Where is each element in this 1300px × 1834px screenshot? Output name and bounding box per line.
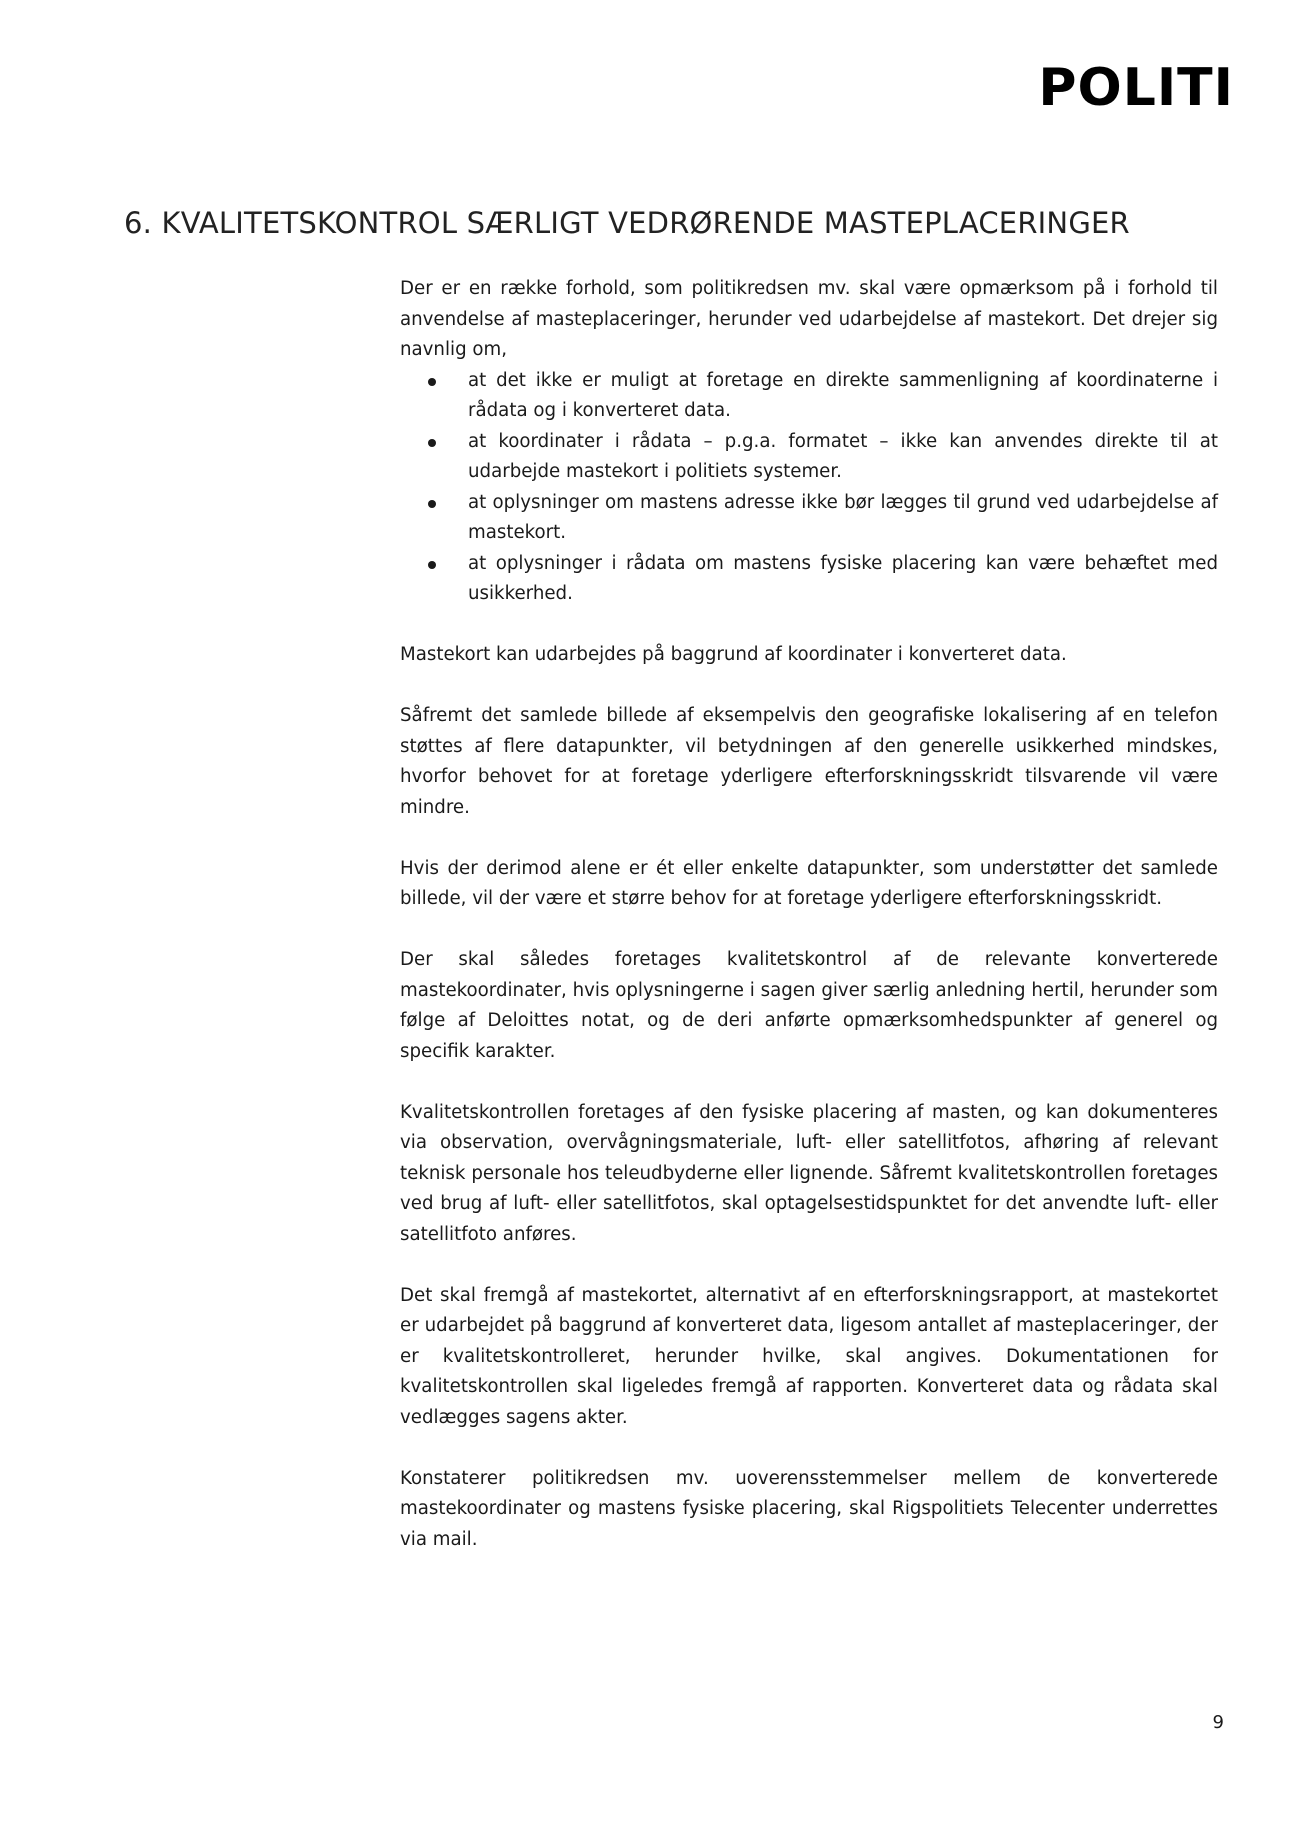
paragraph-kvalitetskontrol: Der skal således foretages kvalitetskontrol af de relevante konverterede mastekoordinater, hvis oplysningerne i sagen giver særlig anledning hertil, herunder som følge af Deloittes notat, og de deri anførte opmærksomhedspunkter af generel og specifik karakter.	[400, 949, 1218, 1062]
bullet-text: at oplysninger om mastens adresse ikke bør lægges til grund ved udarbejdelse af mastekort.	[468, 491, 1218, 543]
bullet-item	[468, 488, 1218, 549]
bullet-icon	[428, 500, 436, 508]
bullet-icon	[428, 561, 436, 569]
politi-logo: POLITI	[1038, 58, 1234, 118]
intro-paragraph: Der er en række forhold, som politikredsen mv. skal være opmærksom på i forhold til anvendelse af masteplaceringer, herunder ved udarbejdelse af mastekort. Det drejer sig navnlig om,	[400, 278, 1218, 360]
paragraph-mastekort: Mastekort kan udarbejdes på baggrund af koordinater i konverteret data.	[400, 644, 1067, 665]
bullet-text: at koordinater i rådata – p.g.a. formatet – ikke kan anvendes direkte til at udarbejde mastekort i politiets systemer.	[468, 430, 1218, 482]
bullet-item	[468, 549, 1218, 610]
bullet-text: at oplysninger i rådata om mastens fysiske placering kan være behæftet med usikkerhed.	[468, 552, 1218, 604]
paragraph-datapunkter: Såfremt det samlede billede af eksempelvis den geografiske lokalisering af en telefon støttes af flere datapunkter, vil betydningen af den generelle usikkerhed mindskes, hvorfor behovet for at foretage yderligere efterforskningsskridt tilsvarende vil være mindre.	[400, 705, 1218, 818]
section-heading: 6. KVALITETSKONTROL SÆRLIGT VEDRØRENDE MASTEPLACERINGER	[124, 206, 1130, 240]
paragraph-enkelte-datapunkter: Hvis der derimod alene er ét eller enkelte datapunkter, som understøtter det samlede billede, vil der være et større behov for at foretage yderligere efterforskningsskridt.	[400, 857, 1218, 909]
paragraph-efterforskningsrapport: Det skal fremgå af mastekortet, alternativt af en efterforskningsrapport, at mastekortet er udarbejdet på baggrund af konverteret data, ligesom antallet af masteplaceringer, der er kvalitetskontrolleret, herunder hvilke, skal angives. Dokumentationen for kvalitetskontrollen skal ligeledes fremgå af rapporten. Konverteret data og rådata skal vedlægges sagens akter.	[400, 1284, 1218, 1428]
body-text	[400, 274, 1218, 1586]
bullet-item	[468, 427, 1218, 488]
bullet-item	[468, 366, 1218, 427]
bullet-icon	[428, 439, 436, 447]
paragraph-uoverensstemmelser: Konstaterer politikredsen mv. uoverensstemmelser mellem de konverterede mastekoordinater og mastens fysiske placering, skal Rigspolitiets Telecenter underrettes via mail.	[400, 1467, 1218, 1550]
bullet-list	[400, 366, 1218, 610]
page-number: 9	[1212, 1712, 1224, 1733]
bullet-text: at det ikke er muligt at foretage en direkte sammenligning af koordinaterne i rådata og i konverteret data.	[468, 369, 1218, 421]
paragraph-dokumentation: Kvalitetskontrollen foretages af den fysiske placering af masten, og kan dokumenteres via observation, overvågningsmateriale, luft- eller satellitfotos, afhøring af relevant teknisk personale hos teleudbyderne eller lignende. Såfremt kvalitetskontrollen foretages ved brug af luft- eller satellitfotos, skal optagelsestidspunktet for det anvendte luft- eller satellitfoto anføres.	[400, 1101, 1218, 1245]
bullet-icon	[428, 378, 436, 386]
